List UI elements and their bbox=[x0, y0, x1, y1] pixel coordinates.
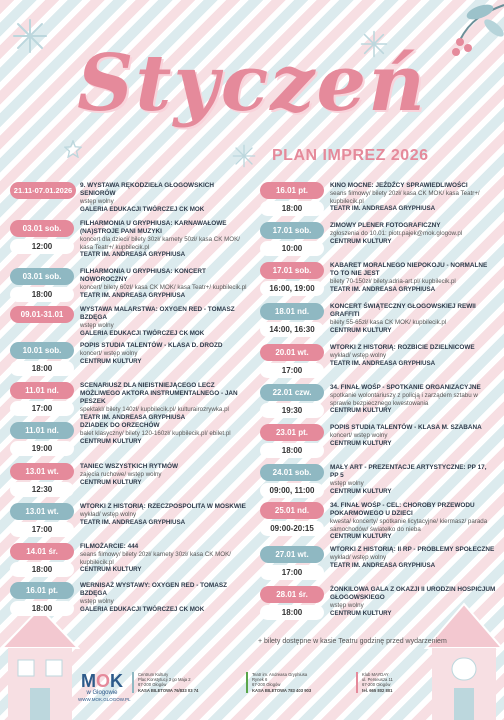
event-place: TEATR IM. ANDREASA GRYPHIUSA bbox=[330, 561, 436, 569]
event-place: CENTRUM KULTURY bbox=[80, 478, 142, 486]
event-place: CENTRUM KULTURY bbox=[330, 439, 392, 447]
event-desc: bilety 55-65zł/ kasa CK MOK/ kupbilecik.pl bbox=[330, 319, 447, 326]
event-desc: spektakl/ bilety 140zł/ kupbilecik.pl/ kulturairozrywka.pl bbox=[80, 406, 229, 413]
event-time: 18:00 bbox=[260, 605, 324, 620]
event-time: 18:00 bbox=[10, 287, 74, 302]
event-time: 12:00 bbox=[10, 239, 74, 254]
event-place: GALERIA EDUKACJI TWÓRCZEJ CK MOK bbox=[80, 205, 205, 213]
event-time: 17:00 bbox=[260, 565, 324, 580]
event-place: TEATR IM. ANDREASA GRYPHIUSA bbox=[330, 359, 436, 367]
event-time: 18:00 bbox=[10, 562, 74, 577]
event-date: 27.01 wt. bbox=[260, 546, 324, 563]
event-desc: wykład/ wstęp wolny bbox=[330, 352, 387, 359]
event-date: 17.01 sob. bbox=[260, 222, 324, 239]
event-title: 34. FINAŁ WOŚP - SPOTKANIE ORGANIZACYJNE bbox=[330, 384, 481, 391]
event-date: 21.11-07.01.2026 bbox=[10, 182, 76, 199]
event-date: 11.01 nd. bbox=[10, 382, 74, 399]
address-line: 67-200 Głogów bbox=[252, 682, 281, 688]
event-title: KABARET MORALNEGO NIEPOKOJU - NORMALNE TO TO NIE JEST bbox=[330, 262, 488, 277]
event-title: SCENARIUSZ DLA NIEISTNIEJĄCEGO LECZ MOŻLIWEGO AKTORA INSTRUMENTALNEGO - JAN PESZEK bbox=[80, 382, 238, 405]
event-desc: balet klasyczny/ bilety 120-160zł/ kupbilecik.pl/ ebilet.pl bbox=[80, 430, 231, 437]
event-place: TEATR IM. ANDREASA GRYPHIUSA bbox=[330, 285, 436, 293]
event-date: 14.01 śr. bbox=[10, 543, 74, 560]
event-desc: wstęp wolny bbox=[80, 598, 114, 605]
event-title: WTORKI Z HISTORIĄ: II RP - PROBLEMY SPOŁECZNE bbox=[330, 546, 495, 553]
event-desc: wstęp wolny bbox=[330, 480, 364, 487]
address-block bbox=[356, 672, 430, 693]
event-time: 12:30 bbox=[10, 482, 74, 497]
event-desc: wstęp wolny bbox=[330, 602, 364, 609]
snowflake-icon bbox=[232, 144, 256, 168]
event-time: 18:00 bbox=[260, 443, 324, 458]
event-desc: spotkanie wolontariuszy z policją i zarządem sztabu w sprawie bezpiecznego kwestowania bbox=[330, 392, 478, 407]
event-desc: wykład/ wstęp wolny bbox=[80, 511, 137, 518]
address-line: ul. Perseusza 11 bbox=[362, 677, 393, 683]
event-time: 17:00 bbox=[10, 522, 74, 537]
logo bbox=[78, 671, 131, 702]
event-place: CENTRUM KULTURY bbox=[80, 566, 142, 574]
event-title: POPIS STUDIA TALENTÓW - KLASA M. SZABANA bbox=[330, 424, 482, 431]
house-icon bbox=[424, 600, 504, 720]
event-place: CENTRUM KULTURY bbox=[330, 609, 392, 617]
event-desc: koncert/ wstęp wolny bbox=[330, 432, 388, 439]
event-place: CENTRUM KULTURY bbox=[80, 437, 142, 445]
event-place: GALERIA EDUKACJI TWÓRCZEJ CK MOK bbox=[80, 329, 205, 337]
address-line: Plac Konstytucji 3 go Maja 2 bbox=[138, 677, 191, 683]
event-time: 16:00, 19:00 bbox=[260, 281, 324, 296]
event-date: 22.01 czw. bbox=[260, 384, 324, 401]
event-title: KINO MOCNE: JEŹDŹCY SPRAWIEDLIWOŚCI bbox=[330, 182, 468, 189]
ticket-note: + bilety dostępne w kasie Teatru godzinę przed wydarzeniem bbox=[258, 638, 447, 645]
event-title: FILMOŻARCIE: 444 bbox=[80, 543, 139, 550]
event-title: 34. FINAŁ WOŚP - CEL: CHOROBY PRZEWODU POKARMOWEGO U DZIECI bbox=[330, 502, 475, 517]
event-place: TEATR IM. ANDREASA GRYPHIUSA bbox=[80, 251, 186, 259]
event-date: 18.01 nd. bbox=[260, 303, 324, 320]
event-date: 03.01 sob. bbox=[10, 268, 74, 285]
address-name: Centrum Kultury bbox=[138, 672, 169, 677]
event-time: 17:00 bbox=[260, 363, 324, 378]
logo-letter-k: K bbox=[110, 671, 123, 691]
event-time: 19:00 bbox=[10, 441, 74, 456]
event-title: ZIMOWY PLENER FOTOGRAFICZNY bbox=[330, 222, 441, 229]
address-line: 67-200 Głogów bbox=[138, 682, 167, 688]
event-date: 11.01 nd. bbox=[10, 422, 74, 439]
event-place: TEATR IM. ANDREASA GRYPHIUSA bbox=[80, 291, 186, 299]
event-date: 13.01 wt. bbox=[10, 503, 74, 520]
event-place: GALERIA EDUKACJI TWÓRCZEJ CK MOK bbox=[80, 605, 205, 613]
snowflake-icon bbox=[12, 18, 48, 54]
event-place: CENTRUM KULTURY bbox=[330, 407, 392, 415]
event-date: 17.01 sob. bbox=[260, 262, 324, 279]
address-phone: KASA BILETOWA 76/833 03 74 bbox=[138, 687, 199, 693]
event-place: CENTRUM KULTURY bbox=[330, 237, 392, 245]
star-icon bbox=[64, 140, 82, 158]
event-place: CENTRUM KULTURY bbox=[330, 326, 392, 334]
event-desc: zgłoszenia do 10.01: piotr.pajek@mok.glogow.pl bbox=[330, 230, 463, 237]
event-desc: kwesta/ koncerty/ spotkanie licytacyjne/ kiermasz/ parada samochodów/ światełko do nieba bbox=[330, 518, 488, 533]
event-date: 16.01 pt. bbox=[10, 582, 74, 599]
event-time: 17:00 bbox=[10, 401, 74, 416]
address-line: Rynek 6 bbox=[252, 677, 268, 683]
event-desc: koncert/ wstęp wolny bbox=[80, 350, 138, 357]
event-title: WTORKI Z HISTORIĄ: RZECZPOSPOLITA W MOSKWIE bbox=[80, 503, 246, 510]
event-title: FILHARMONIA U GRYPHIUSA: KARNAWAŁOWE (NA)STROJE PANI MUZYKI bbox=[80, 220, 227, 235]
event-title: FILHARMONIA U GRYPHIUSA: KONCERT NOWOROCZNY bbox=[80, 268, 206, 283]
event-place: CENTRUM KULTURY bbox=[330, 487, 392, 495]
address-block bbox=[132, 672, 206, 693]
event-title: KONCERT ŚWIĄTECZNY GŁOGOWSKIEJ REWII GRAFFITI bbox=[330, 303, 476, 318]
logo-text: w Głogowie bbox=[86, 690, 118, 696]
event-title: WTORKI Z HISTORIĄ: ROZBICIE DZIELNICOWE bbox=[330, 344, 475, 351]
house-icon bbox=[0, 604, 80, 720]
event-desc: koncert/ bilety 60zł/ kasa CK MOK/ kasa Teatr+/ kupbilecik.pl bbox=[80, 284, 247, 291]
event-time: 18:00 bbox=[260, 201, 324, 216]
event-desc: wykład/ wstęp wolny bbox=[330, 554, 387, 561]
address-line: 67-200 Głogów bbox=[362, 682, 391, 688]
event-date: 16.01 pt. bbox=[260, 182, 324, 199]
address-name: Teatr im. Andreasa Gryphiusa bbox=[252, 672, 308, 677]
event-desc: koncert dla dzieci/ bilety 30zł/ karnety 50zł/ kasa CK MOK/ kasa Teatr+/ kupbilecik.pl bbox=[80, 236, 240, 251]
event-place: CENTRUM KULTURY bbox=[330, 533, 392, 541]
event-desc: wstęp wolny bbox=[80, 322, 114, 329]
event-date: 25.01 nd. bbox=[260, 502, 324, 519]
event-title: DZIADEK DO ORZECHÓW bbox=[80, 422, 160, 429]
event-time: 10:00 bbox=[260, 241, 324, 256]
event-title: POPIS STUDIA TALENTÓW - KLASA D. DROZD bbox=[80, 342, 223, 349]
event-title: 9. WYSTAWA RĘKODZIEŁA GŁOGOWSKICH SENIORÓW bbox=[80, 182, 214, 197]
logo-letter-o: O bbox=[95, 671, 110, 691]
event-date: 13.01 wt. bbox=[10, 463, 74, 480]
event-date: 28.01 śr. bbox=[260, 586, 324, 603]
event-desc: seans filmowy/ bilety 20zł/ kasa CK MOK/ kasa Teatr+/ kupbilecik.pl bbox=[330, 190, 480, 205]
event-date: 03.01 sob. bbox=[10, 220, 74, 237]
address-name: Klub MAYDAY bbox=[362, 672, 389, 677]
event-time: 09:00-20:15 bbox=[260, 521, 324, 536]
logo-letter-m: M bbox=[80, 671, 96, 691]
address-phone: tel. 665 802 801 bbox=[362, 687, 393, 693]
event-date: 09.01-31.01 bbox=[10, 306, 74, 323]
event-desc: seans filmowy/ bilety 20zł/ karnety 30zł/ kasa CK MOK/ kupbilecik.pl bbox=[80, 551, 231, 566]
event-time: 19:30 bbox=[260, 403, 324, 418]
logo-url: WWW.MOK.GLOGOW.PL bbox=[78, 697, 131, 702]
address-block bbox=[246, 672, 320, 693]
event-date: 10.01 sob. bbox=[10, 342, 74, 359]
page-subtitle: PLAN IMPREZ 2026 bbox=[272, 147, 429, 164]
page-title: Styczeń bbox=[77, 38, 427, 129]
event-desc: zajęcia ruchowe/ wstęp wolny bbox=[80, 471, 162, 478]
address-phone: KASA BILETOWA 783 403 903 bbox=[252, 687, 312, 693]
event-time: 18:00 bbox=[10, 601, 74, 616]
event-desc: wstęp wolny bbox=[80, 198, 114, 205]
event-place: TEATR IM. ANDREASA GRYPHIUSA bbox=[80, 413, 186, 421]
event-title: WYSTAWA MALARSTWA: OXYGEN RED - TOMASZ BZDĘGA bbox=[80, 306, 235, 321]
event-time: 14:00, 16:30 bbox=[260, 322, 324, 337]
event-title: MAŁY ART - PREZENTACJE ARTYSTYCZNE: PP 17, PP 5 bbox=[330, 464, 487, 479]
event-time: 09:00, 11:00 bbox=[260, 483, 324, 498]
event-date: 23.01 pt. bbox=[260, 424, 324, 441]
event-time: 18:00 bbox=[10, 361, 74, 376]
event-title: TANIEC WSZYSTKICH RYTMÓW bbox=[80, 463, 178, 470]
event-place: CENTRUM KULTURY bbox=[80, 357, 142, 365]
event-date: 24.01 sob. bbox=[260, 464, 324, 481]
event-date: 20.01 wt. bbox=[260, 344, 324, 361]
event-place: TEATR IM. ANDREASA GRYPHIUSA bbox=[330, 205, 436, 213]
event-desc: bilety 70-150zł/ bilety.adria-art.pl/ kupbilecik.pl bbox=[330, 278, 456, 285]
event-title: WERNISAŻ WYSTAWY: OXYGEN RED - TOMASZ BZDĘGA bbox=[80, 582, 227, 597]
event-title: ŻONKILOWA GALA Z OKAZJI II URODZIN HOSPICJUM GŁOGOWSKIEGO bbox=[330, 586, 496, 601]
event-place: TEATR IM. ANDREASA GRYPHIUSA bbox=[80, 518, 186, 526]
